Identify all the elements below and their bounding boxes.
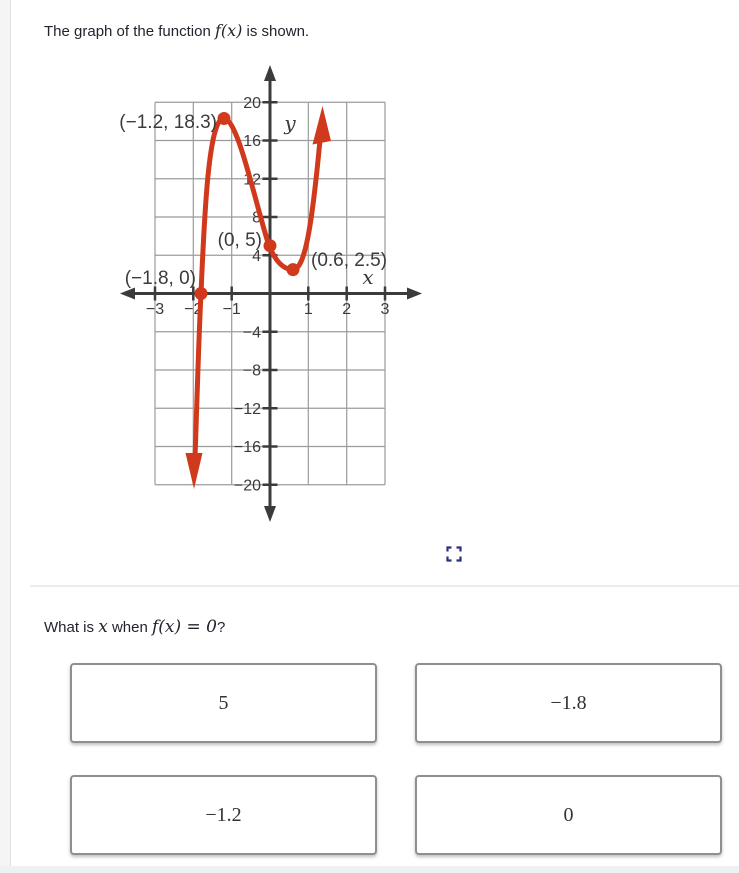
curve-down-arrow [186,453,203,489]
x-axis-tick-labels [146,301,390,318]
math-fx-equals-0: f(x) = 0 [151,617,217,637]
question-part: What is [44,619,99,636]
x-axis-right-arrow [407,288,422,300]
point-y-intercept [264,239,277,252]
y-axis-down-arrow [264,506,276,522]
section-divider [30,585,739,587]
question-part: ? [217,619,226,636]
fullscreen-icon[interactable] [446,546,462,562]
y-tick-label: −4 [242,324,261,342]
answer-button-5[interactable] [70,663,377,743]
answer-label: −1.2 [205,803,242,826]
y-tick-label: 8 [252,209,261,227]
label-local-max: (−1.2, 18.3) [119,112,217,133]
y-tick-label: 20 [243,94,261,112]
fullscreen-icon-glyph [446,546,462,562]
bottom-gutter [0,866,739,873]
y-tick-label: −8 [242,362,261,380]
label-local-min: (0.6, 2.5) [311,250,388,271]
answer-button-neg-1-2[interactable] [70,775,377,855]
problem-statement-text: is shown. [242,23,310,40]
y-tick-label: 4 [252,247,261,265]
x-tick-label: 2 [342,301,352,318]
problem-statement-text: The graph of the function [44,23,215,40]
curve-up-arrow [313,106,332,145]
x-axis-left-arrow [120,288,135,300]
y-tick-label: −12 [233,400,261,418]
x-tick-label: −3 [145,301,165,318]
answer-label: 5 [218,691,229,714]
label-y-intercept: (0, 5) [217,230,262,251]
y-tick-label: −20 [233,477,261,495]
label-x-intercept: (−1.8, 0) [124,268,196,289]
math-fx: f(x) [214,21,243,40]
y-tick-label: 16 [243,133,261,150]
point-local-max [218,112,231,125]
y-tick-label: 12 [243,171,261,189]
x-tick-label: −2 [184,301,203,318]
y-axis-label: y [284,111,296,135]
y-tick-label: −16 [233,439,261,456]
question-text [44,617,225,637]
question-part: when [107,619,152,636]
x-tick-label: 3 [380,301,390,318]
answer-label: −1.8 [550,691,587,714]
answer-button-0[interactable] [415,775,722,855]
x-axis-label: x [362,265,374,289]
math-x: x [98,617,108,637]
y-axis-up-arrow [264,65,276,81]
point-x-intercept [195,287,208,300]
x-tick-label: 1 [303,301,313,318]
x-tick-label: −1 [222,301,241,318]
answer-label: 0 [563,803,574,826]
answer-button-neg-1-8[interactable] [415,663,722,743]
point-local-min [287,263,300,276]
